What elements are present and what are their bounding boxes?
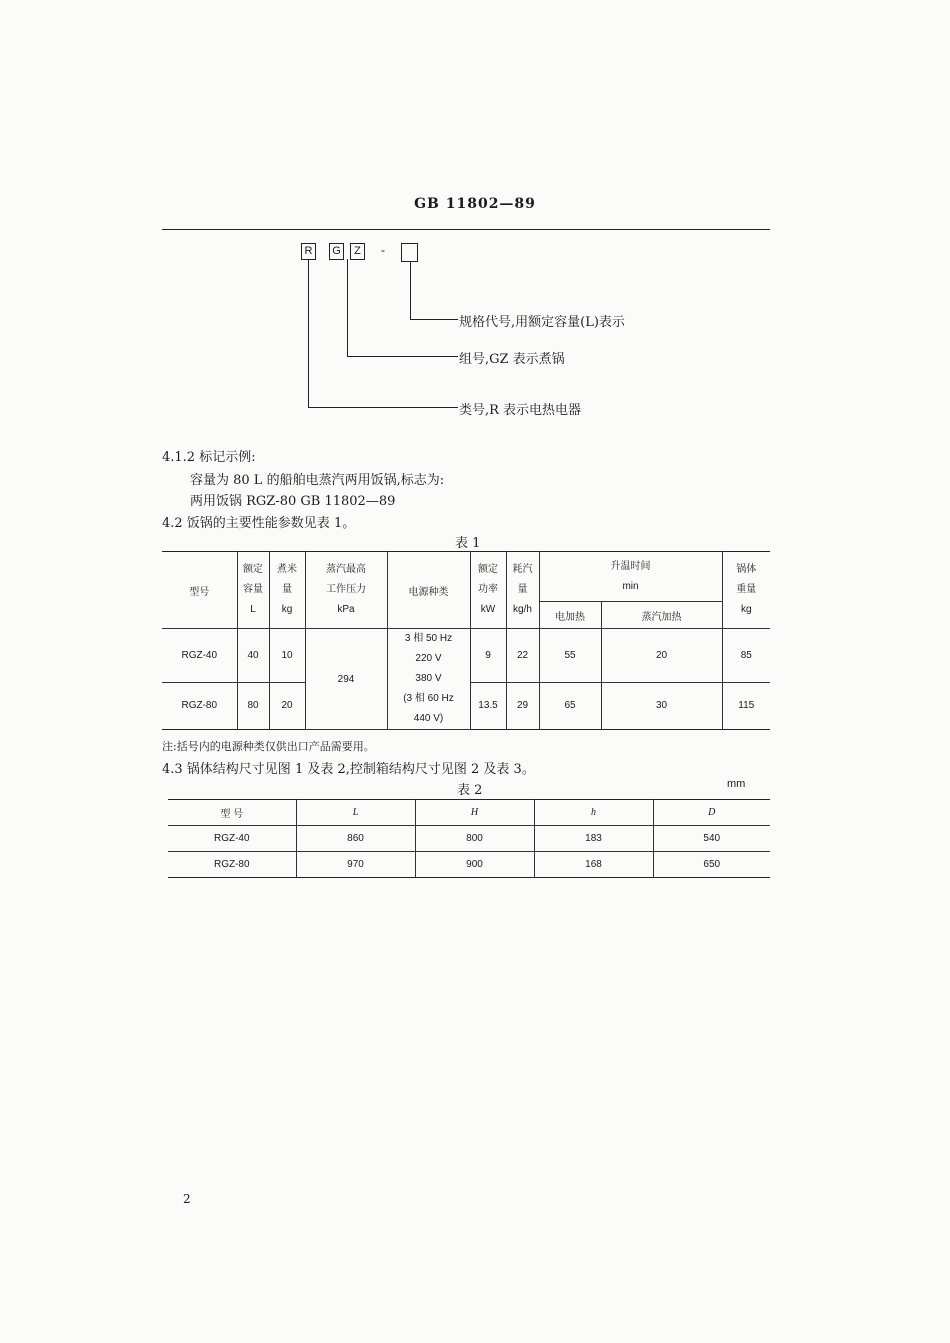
- header-rule: [162, 229, 770, 230]
- section-4-1-2-line1: 容量为 80 L 的船舶电蒸汽两用饭锅,标志为:: [190, 473, 445, 488]
- table-row: [168, 826, 770, 852]
- connector-class-h: [308, 407, 458, 408]
- cell-H: 900: [415, 852, 534, 878]
- connector-spec-v: [410, 261, 411, 319]
- table-1: [162, 551, 770, 730]
- cell-elec-heat: 55: [539, 629, 601, 683]
- th-power-type: 电源种类: [387, 552, 470, 629]
- th-L: L: [296, 800, 415, 826]
- th-capacity: 额定 容量 L: [237, 552, 269, 629]
- cell-L: 860: [296, 826, 415, 852]
- cell-model: RGZ-40: [168, 826, 296, 852]
- th-model: 型号: [162, 552, 237, 629]
- cell-D: 650: [653, 852, 770, 878]
- cell-h: 168: [534, 852, 653, 878]
- cell-steam-heat: 30: [601, 682, 722, 729]
- table1-note: 注:括号内的电源种类仅供出口产品需要用。: [162, 740, 375, 753]
- th-heat-time: 升温时间 min: [539, 552, 722, 602]
- th-D: D: [653, 800, 770, 826]
- section-4-2-text: 4.2 饭锅的主要性能参数见表 1。: [162, 516, 356, 531]
- table2-caption: 表 2: [457, 783, 483, 798]
- dash: -: [381, 243, 385, 257]
- cell-pressure: 294: [305, 629, 387, 730]
- cell-steam-heat: 20: [601, 629, 722, 683]
- cell-rice: 10: [269, 629, 305, 683]
- desc-group: 组号,GZ 表示煮锅: [459, 352, 565, 367]
- cell-model: RGZ-40: [162, 629, 237, 683]
- desc-class: 类号,R 表示电热电器: [459, 403, 582, 418]
- table-row: [162, 629, 770, 683]
- page-number: 2: [183, 1192, 191, 1206]
- box-spec: [401, 243, 418, 262]
- cell-D: 540: [653, 826, 770, 852]
- cell-power: 13.5: [470, 682, 506, 729]
- th-steam: 耗汽 量 kg/h: [506, 552, 539, 629]
- th-weight: 锅体 重量 kg: [722, 552, 770, 629]
- cell-power: 9: [470, 629, 506, 683]
- connector-spec-h: [410, 319, 458, 320]
- cell-elec-heat: 65: [539, 682, 601, 729]
- connector-class-v: [308, 259, 309, 407]
- section-4-3-text: 4.3 锅体结构尺寸见图 1 及表 2,控制箱结构尺寸见图 2 及表 3。: [162, 762, 535, 777]
- th-power: 额定 功率 kW: [470, 552, 506, 629]
- cell-capacity: 80: [237, 682, 269, 729]
- th-rice: 煮米 量 kg: [269, 552, 305, 629]
- cell-rice: 20: [269, 682, 305, 729]
- cell-steam: 29: [506, 682, 539, 729]
- desc-spec: 规格代号,用额定容量(L)表示: [459, 315, 625, 330]
- cell-h: 183: [534, 826, 653, 852]
- th-steam-heat: 蒸汽加热: [601, 602, 722, 629]
- th-h: h: [534, 800, 653, 826]
- cell-model: RGZ-80: [162, 682, 237, 729]
- connector-group-v: [347, 259, 348, 356]
- table-row: [168, 852, 770, 878]
- connector-group-h: [347, 356, 458, 357]
- document-header: GB 11802—89: [414, 196, 536, 212]
- section-4-1-2-line2: 两用饭锅 RGZ-80 GB 11802—89: [190, 494, 396, 509]
- th-elec-heat: 电加热: [539, 602, 601, 629]
- box-g: G: [329, 243, 344, 260]
- th-H: H: [415, 800, 534, 826]
- section-4-1-2-heading: 4.1.2 标记示例:: [162, 450, 256, 465]
- cell-model: RGZ-80: [168, 852, 296, 878]
- box-z: Z: [350, 243, 365, 260]
- box-r: R: [301, 243, 316, 260]
- cell-L: 970: [296, 852, 415, 878]
- cell-steam: 22: [506, 629, 539, 683]
- table1-caption: 表 1: [455, 536, 481, 551]
- cell-capacity: 40: [237, 629, 269, 683]
- table2-unit: mm: [727, 778, 746, 790]
- cell-weight: 85: [722, 629, 770, 683]
- cell-weight: 115: [722, 682, 770, 729]
- th-pressure: 蒸汽最高 工作压力 kPa: [305, 552, 387, 629]
- cell-H: 800: [415, 826, 534, 852]
- cell-power-type: 3 相 50 Hz 220 V 380 V (3 相 60 Hz 440 V): [387, 629, 470, 730]
- table-2: [168, 799, 770, 878]
- th-model: 型 号: [168, 800, 296, 826]
